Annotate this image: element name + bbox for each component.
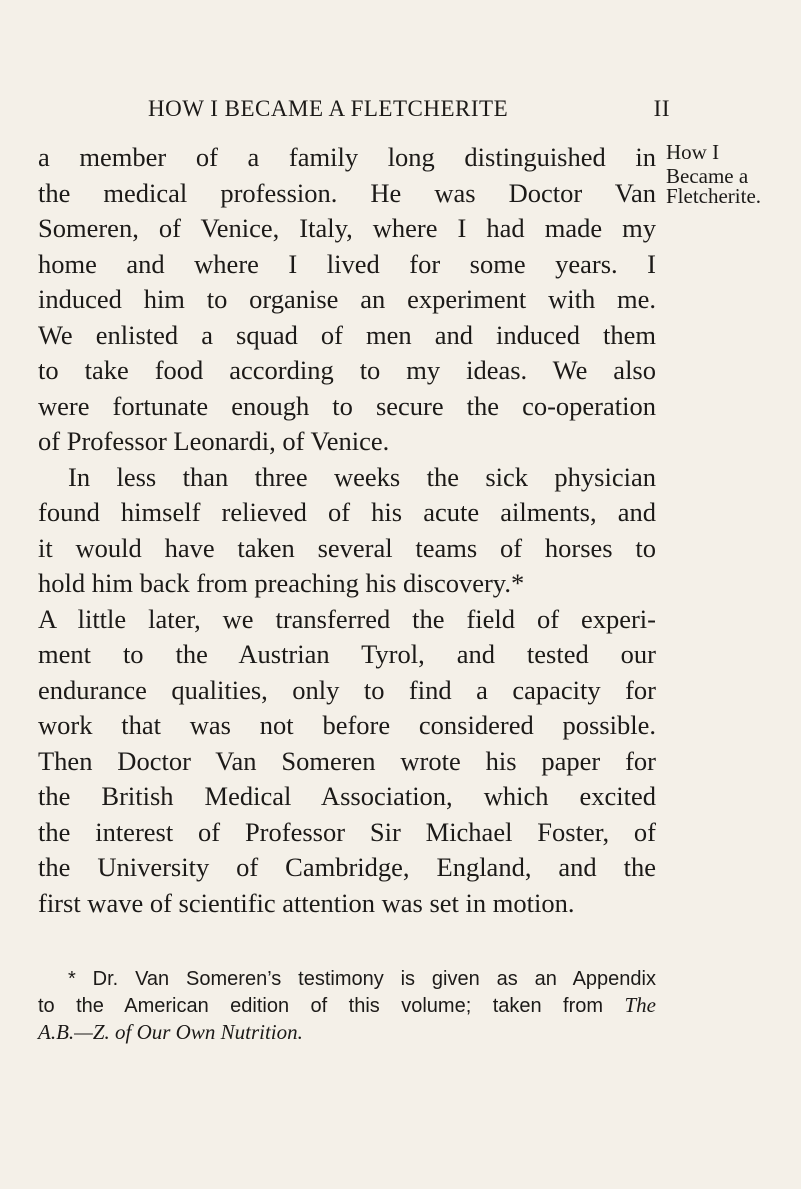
body-line: were fortunate enough to secure the co-operation xyxy=(38,390,656,421)
body-line: to take food according to my ideas. We also xyxy=(38,355,656,385)
body-line: the medical profession. He was Doctor Van xyxy=(38,177,656,208)
body-line: Then Doctor Van Someren wrote his paper for xyxy=(38,745,656,776)
body-line: of Professor Leonardi, of Venice. xyxy=(38,426,390,456)
body-line: work that was not before considered possible. xyxy=(38,710,656,740)
footnote-line-3-title: A.B.—Z. of Our Own Nutrition. xyxy=(38,1020,303,1044)
sidenote-line-1: How I xyxy=(666,140,720,164)
body-line: found himself relieved of his acute ailments, and xyxy=(38,497,656,527)
running-head xyxy=(148,96,670,122)
sidenote-line-3: Fletcherite. xyxy=(666,184,762,208)
body-line: ment to the Austrian Tyrol, and tested our xyxy=(38,639,656,669)
footnote-line-1: * Dr. Van Someren’s testimony is given as an Appendix xyxy=(68,968,656,990)
body-line: the British Medical Association, which excited xyxy=(38,781,656,811)
body-line: first wave of scientific attention was set in motion. xyxy=(38,887,575,918)
footnote xyxy=(38,966,656,1045)
sidenote-line-2: Became a xyxy=(666,164,749,188)
body-text xyxy=(38,140,656,921)
page-number: II xyxy=(653,96,670,121)
body-line: endurance qualities, only to find a capacity for xyxy=(38,674,656,705)
body-line: We enlisted a squad of men and induced them xyxy=(38,319,656,350)
body-line: a member of a family long distinguished in xyxy=(38,142,656,172)
body-line: Someren, of Venice, Italy, where I had made my xyxy=(38,213,656,243)
body-line: In less than three weeks the sick physician xyxy=(68,461,656,492)
margin-sidenote xyxy=(666,142,801,206)
body-line: the University of Cambridge, England, and the xyxy=(38,852,656,882)
body-line: home and where I lived for some years. I xyxy=(38,248,656,279)
body-line: it would have taken several teams of horses to xyxy=(38,532,656,563)
footnote-line-2-text: to the American edition of this volume; taken from xyxy=(38,995,625,1017)
footnote-line-2 xyxy=(38,992,656,1019)
body-line: A little later, we transferred the field of experi- xyxy=(38,603,656,634)
body-line: induced him to organise an experiment with me. xyxy=(38,284,656,314)
running-head-title: HOW I BECAME A FLETCHERITE xyxy=(148,96,509,121)
body-line: the interest of Professor Sir Michael Foster, of xyxy=(38,816,656,847)
footnote-line-2-title: The xyxy=(624,993,656,1017)
body-line: hold him back from preaching his discovery.* xyxy=(38,568,525,598)
